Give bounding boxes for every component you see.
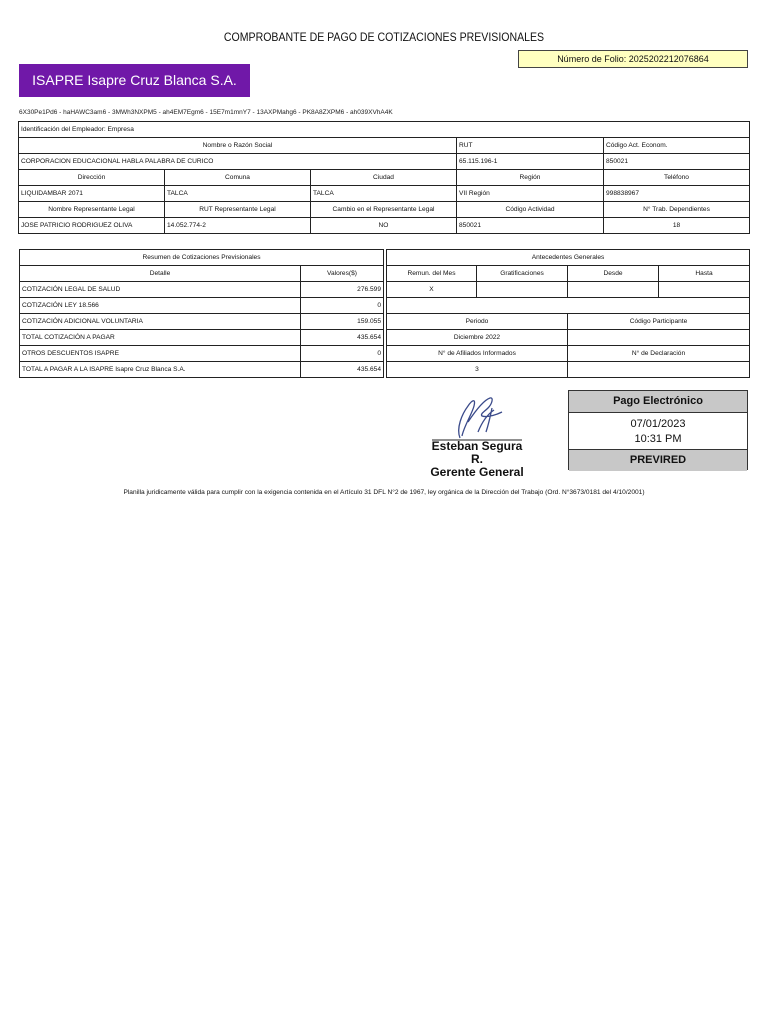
- antecedentes-table: [386, 249, 750, 378]
- isapre-banner: ISAPRE Isapre Cruz Blanca S.A.: [19, 64, 250, 97]
- row-label: COTIZACIÓN ADICIONAL VOLUNTARIA: [20, 314, 301, 330]
- folio-number: Número de Folio: 2025202212076864: [518, 50, 748, 68]
- value-region: VII Región: [457, 186, 604, 202]
- header-rut-representante: RUT Representante Legal: [165, 202, 311, 218]
- value-comuna: TALCA: [165, 186, 311, 202]
- value-trab-dependientes: 18: [604, 218, 750, 234]
- table-row: [20, 282, 384, 298]
- payment-time: 10:31 PM: [634, 433, 682, 445]
- employer-table: [18, 121, 750, 234]
- table-row: [387, 362, 750, 378]
- payment-provider: PREVIRED: [569, 449, 747, 471]
- signer-role: Gerente General: [430, 465, 524, 479]
- row-value: 276.599: [301, 282, 384, 298]
- verification-code: 6X30Pe1Pd6 - haHAWC3am6 - 3MWh3NXPM5 - ah4EM7Egm6 - 15E7m1mnY7 - 13AXPMahg6 - PK8A8ZXPM6 - ah039XVhA4K: [19, 109, 393, 116]
- header-direccion: Dirección: [19, 170, 165, 186]
- value-rut: 65.115.196-1: [457, 154, 604, 170]
- resumen-table: [19, 249, 384, 378]
- header-periodo: Periodo: [387, 314, 568, 330]
- payment-date: 07/01/2023: [630, 418, 686, 430]
- value-cod-act: 850021: [604, 154, 750, 170]
- row-value: 435.654: [301, 330, 384, 346]
- table-row: [19, 186, 750, 202]
- header-remun-mes: Remun. del Mes: [387, 266, 477, 282]
- value-gratificaciones: [477, 282, 568, 298]
- row-label: TOTAL COTIZACIÓN A PAGAR: [20, 330, 301, 346]
- header-ciudad: Ciudad: [311, 170, 457, 186]
- header-rut: RUT: [457, 138, 604, 154]
- table-row: [387, 330, 750, 346]
- table-row: [20, 298, 384, 314]
- header-codigo-participante: Código Participante: [568, 314, 750, 330]
- employer-section-label: Identificación del Empleador: Empresa: [19, 122, 750, 138]
- value-razon-social: CORPORACION EDUCACIONAL HABLA PALABRA DE CURICO: [19, 154, 457, 170]
- header-region: Región: [457, 170, 604, 186]
- spacer-cell: [387, 298, 750, 314]
- table-row: [19, 202, 750, 218]
- table-row: [20, 266, 384, 282]
- table-row: [387, 298, 750, 314]
- antecedentes-title: Antecedentes Generales: [387, 250, 750, 266]
- row-label: OTROS DESCUENTOS ISAPRE: [20, 346, 301, 362]
- signer-name: Esteban Segura R.: [431, 439, 523, 466]
- payment-title: Pago Electrónico: [569, 391, 747, 413]
- value-representante: JOSE PATRICIO RODRIGUEZ OLIVA: [19, 218, 165, 234]
- document-title: COMPROBANTE DE PAGO DE COTIZACIONES PREVISIONALES: [223, 30, 545, 44]
- value-hasta: [659, 282, 750, 298]
- table-row: [20, 314, 384, 330]
- header-declaracion: N° de Declaración: [568, 346, 750, 362]
- table-row: [387, 346, 750, 362]
- table-row: [20, 346, 384, 362]
- electronic-payment-box: [568, 390, 748, 470]
- value-cambio-representante: NO: [311, 218, 457, 234]
- signature-block: [427, 440, 527, 479]
- table-row: [20, 362, 384, 378]
- row-label: TOTAL A PAGAR A LA ISAPRE Isapre Cruz Blanca S.A.: [20, 362, 301, 378]
- header-desde: Desde: [568, 266, 659, 282]
- row-value: 0: [301, 346, 384, 362]
- resumen-title: Resumen de Cotizaciones Previsionales: [20, 250, 384, 266]
- value-ciudad: TALCA: [311, 186, 457, 202]
- header-cambio-representante: Cambio en el Representante Legal: [311, 202, 457, 218]
- header-comuna: Comuna: [165, 170, 311, 186]
- table-row: [19, 170, 750, 186]
- value-remun-mes: X: [387, 282, 477, 298]
- table-row: [387, 314, 750, 330]
- header-gratificaciones: Gratificaciones: [477, 266, 568, 282]
- legal-footer-note: Planilla juridicamente válida para cumplir con la exigencia contenida en el Artículo 31 DFL N°2 de 1967, ley orgánica de la Dirección del Trabajo (Ord. N°3673/0181 del 4/10/2001): [123, 489, 645, 496]
- row-value: 435.654: [301, 362, 384, 378]
- table-row: [19, 154, 750, 170]
- row-label: COTIZACIÓN LEGAL DE SALUD: [20, 282, 301, 298]
- value-codigo-actividad: 850021: [457, 218, 604, 234]
- header-telefono: Teléfono: [604, 170, 750, 186]
- header-detalle: Detalle: [20, 266, 301, 282]
- value-rut-representante: 14.052.774-2: [165, 218, 311, 234]
- header-afiliados: N° de Afiliados Informados: [387, 346, 568, 362]
- value-direccion: LIQUIDAMBAR 2071: [19, 186, 165, 202]
- header-codigo-actividad: Código Actividad: [457, 202, 604, 218]
- row-value: 0: [301, 298, 384, 314]
- table-row: [20, 330, 384, 346]
- header-hasta: Hasta: [659, 266, 750, 282]
- payment-datetime: [569, 413, 747, 449]
- value-codigo-participante: [568, 330, 750, 346]
- value-telefono: 998838967: [604, 186, 750, 202]
- signature-scribble: [432, 392, 522, 444]
- value-afiliados: 3: [387, 362, 568, 378]
- table-row: [19, 218, 750, 234]
- header-razon-social: Nombre o Razón Social: [19, 138, 457, 154]
- value-desde: [568, 282, 659, 298]
- table-row: [20, 250, 384, 266]
- table-row: [387, 266, 750, 282]
- table-row: [387, 282, 750, 298]
- header-valores: Valores($): [301, 266, 384, 282]
- table-row: [19, 138, 750, 154]
- value-periodo: Diciembre 2022: [387, 330, 568, 346]
- table-row: [387, 250, 750, 266]
- row-value: 159.055: [301, 314, 384, 330]
- header-representante: Nombre Representante Legal: [19, 202, 165, 218]
- row-label: COTIZACIÓN LEY 18.566: [20, 298, 301, 314]
- header-trab-dependientes: N° Trab. Dependientes: [604, 202, 750, 218]
- value-declaracion: [568, 362, 750, 378]
- table-row: [19, 122, 750, 138]
- header-cod-act: Código Act. Econom.: [604, 138, 750, 154]
